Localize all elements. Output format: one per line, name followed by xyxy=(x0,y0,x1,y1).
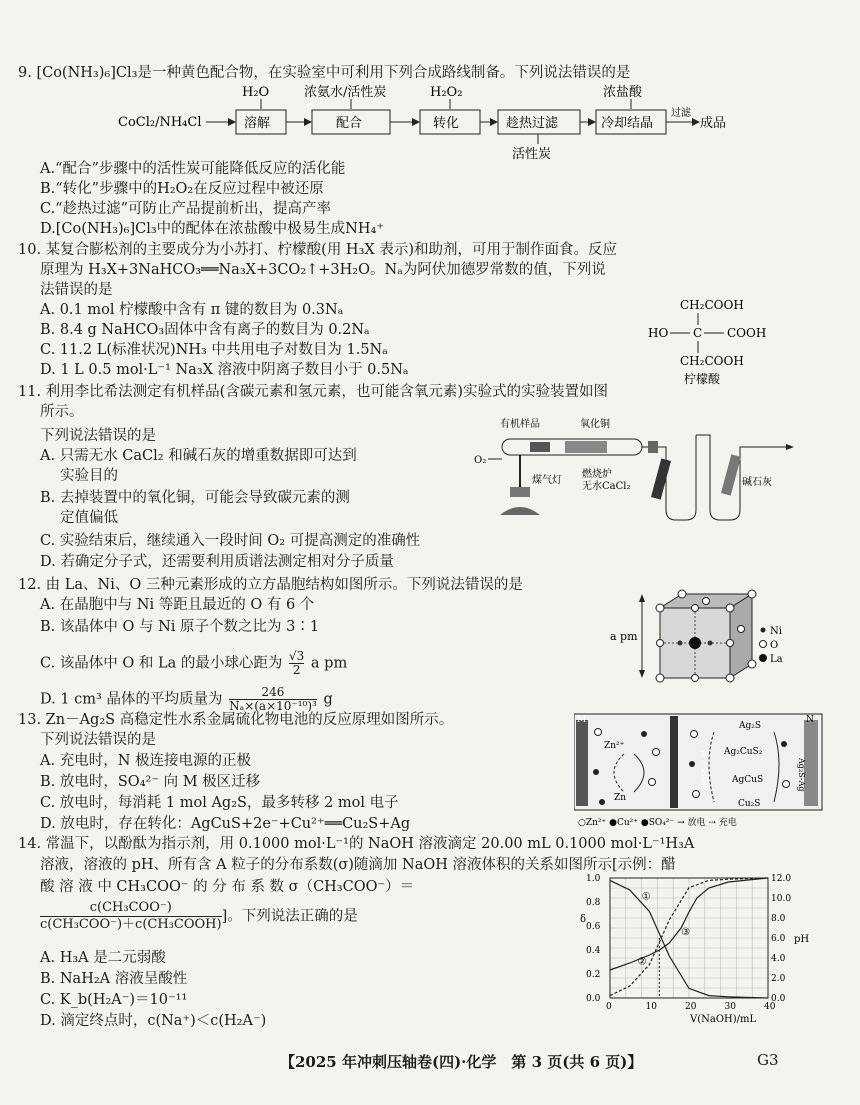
svg-text:CH₂COOH: CH₂COOH xyxy=(680,298,744,312)
y-left-tick-label: 0.4 xyxy=(586,946,601,956)
filter-label: 过滤 xyxy=(671,108,691,119)
y-left-tick-label: 0.6 xyxy=(586,922,601,932)
x-tick-label: 40 xyxy=(764,1002,776,1012)
q10-option-d: D. 1 L 0.5 mol·L⁻¹ Na₃X 溶液中阴离子数目小于 0.5Nₐ xyxy=(40,362,409,378)
y-left-tick-label: 0.2 xyxy=(586,970,601,980)
series-label-3: ③ xyxy=(681,927,691,938)
legend-ni-dot xyxy=(761,628,766,633)
q14-stem-1: 14. 常温下，以酚酞为指示剂，用 0.1000 mol·L⁻¹的 NaOH 溶液滴定 20.00 mL 0.1000 mol·L⁻¹H₃A xyxy=(18,836,695,852)
svg-text:O: O xyxy=(770,640,779,651)
svg-text:Cu₂S: Cu₂S xyxy=(738,799,761,809)
step-dissolve: 溶解 xyxy=(244,116,271,131)
reagent-ammonia: 浓氨水/活性炭 xyxy=(304,85,387,100)
y-right-tick-label: 2.0 xyxy=(771,974,786,984)
reagent-hcl: 浓盐酸 xyxy=(603,85,643,100)
paper-code: G3 xyxy=(757,1051,779,1069)
q11-option-b-2: 定值偏低 xyxy=(60,510,118,526)
q9-option-c: C.“趁热过滤”可防止产品提前析出，提高产率 xyxy=(40,201,332,217)
y-right-tick-label: 12.0 xyxy=(771,874,792,884)
titration-chart xyxy=(578,870,814,1030)
q12-option-c: C. 该晶体中 O 和 La 的最小球心距为 $\frac{√3}{2}$ a pm xyxy=(40,649,348,677)
q14-option-b: B. NaH₂A 溶液呈酸性 xyxy=(40,971,188,987)
step-complex: 配合 xyxy=(336,116,363,131)
q14-option-a: A. H₃A 是二元弱酸 xyxy=(40,950,166,966)
crystal-cell xyxy=(610,588,810,688)
q9-option-b: B.“转化”步骤中的H₂O₂在反应过程中被还原 xyxy=(40,181,324,197)
q11-option-d: D. 若确定分子式，还需要利用质谱法测定相对分子质量 xyxy=(40,554,394,570)
svg-text:柠檬酸: 柠檬酸 xyxy=(684,372,721,386)
reagent-h2o2: H₂O₂ xyxy=(430,85,463,100)
q10-option-b: B. 8.4 g NaHCO₃固体中含有离子的数目为 0.2Nₐ xyxy=(40,322,370,338)
step-hot-filter: 趁热过滤 xyxy=(506,116,559,131)
q10-option-a: A. 0.1 mol 柠檬酸中含有 π 键的数目为 0.3Nₐ xyxy=(40,302,344,318)
x-tick-label: 30 xyxy=(724,1002,736,1012)
q13-stem-1: 13. Zn－Ag₂S 高稳定性水系金属硫化物电池的反应原理如图所示。 xyxy=(18,712,454,728)
y-right-tick-label: 10.0 xyxy=(771,894,792,904)
q9-flow-diagram xyxy=(118,82,738,162)
series-label-1: ① xyxy=(641,891,651,903)
q10-stem-1: 10. 某复合膨松剂的主要成分为小苏打、柠檬酸(用 H₃X 表示)和助剂，可用于制作面食。反应 xyxy=(18,242,617,258)
x-tick-label: 20 xyxy=(685,1002,697,1012)
svg-text:燃烧炉: 燃烧炉 xyxy=(582,469,612,480)
q10-option-c: C. 11.2 L(标准状况)NH₃ 中共用电子对数目为 1.5Nₐ xyxy=(40,342,388,358)
q11-option-a-2: 实验目的 xyxy=(60,468,118,484)
svg-text:a pm: a pm xyxy=(610,630,638,643)
flow-start: CoCl₂/NH₄Cl xyxy=(118,115,202,130)
q11-stem-2: 所示。 xyxy=(40,404,84,420)
reagent-h2o-1: H₂O xyxy=(242,85,270,100)
svg-text:离子交换膜: 离子交换膜 xyxy=(700,750,709,790)
legend-o-dot xyxy=(760,641,767,648)
q13-option-d: D. 放电时，存在转化：AgCuS+2e⁻+Cu²⁺══Cu₂S+Ag xyxy=(40,816,411,832)
svg-text:Ag₂S: Ag₂S xyxy=(739,721,762,731)
q12-stem: 12. 由 La、Ni、O 三种元素形成的立方晶胞结构如图所示。下列说法错误的是 xyxy=(18,577,523,593)
svg-text:氧化铜: 氧化铜 xyxy=(580,419,610,430)
svg-text:Ni: Ni xyxy=(770,626,782,637)
svg-text:煤气灯: 煤气灯 xyxy=(532,475,562,486)
q12-option-d: D. 1 cm³ 晶体的平均质量为 $\frac{246}{\text{Nₐ×(a×10⁻¹⁰)³}}$ g xyxy=(40,685,333,713)
y-right-tick-label: 4.0 xyxy=(771,954,786,964)
svg-text:Ag₂CuS₂: Ag₂CuS₂ xyxy=(724,747,763,757)
y-left-axis-label: δ xyxy=(580,914,587,925)
svg-text:HO: HO xyxy=(648,326,669,340)
q10-stem-3: 法错误的是 xyxy=(40,282,113,298)
q9-option-a: A.“配合”步骤中的活性炭可能降低反应的活化能 xyxy=(40,161,346,177)
step-transform: 转化 xyxy=(433,116,460,131)
q11-option-a-1: A. 只需无水 CaCl₂ 和碱石灰的增重数据即可达到 xyxy=(40,448,357,464)
q9-stem: 9. [Co(NH₃)₆]Cl₃是一种黄色配合物，在实验室中可利用下列合成路线制备。下列说法错误的是 xyxy=(18,65,631,81)
q12-option-a: A. 在晶胞中与 Ni 等距且最近的 O 有 6 个 xyxy=(40,597,315,613)
y-left-tick-label: 0.0 xyxy=(586,994,601,1004)
svg-text:C: C xyxy=(693,326,703,340)
q11-stem-1: 11. 利用李比希法测定有机样品(含碳元素和氢元素，也可能含氧元素)实验式的实验装置如图 xyxy=(18,384,608,400)
q14-stem-3: 酸 溶 液 中 CH₃COO⁻ 的 分 布 系 数 σ（CH₃COO⁻）＝ xyxy=(40,879,415,895)
svg-text:碱石灰: 碱石灰 xyxy=(742,477,772,488)
step-cool-crystal: 冷却结晶 xyxy=(601,116,654,131)
q14-option-d: D. 滴定终点时，c(Na⁺)＜c(H₂A⁻) xyxy=(40,1013,267,1029)
y-right-tick-label: 8.0 xyxy=(771,914,786,924)
q11-option-b-1: B. 去掉装置中的氧化铜，可能会导致碳元素的测 xyxy=(40,490,350,506)
q14-fraction: c(CH₃COO⁻) c(CH₃COO⁻)＋c(CH₃COOH) ]。下列说法正确的是 xyxy=(40,900,358,932)
svg-text:Ag₂S-Ag: Ag₂S-Ag xyxy=(797,758,806,792)
y-left-tick-label: 1.0 xyxy=(586,874,601,884)
y-right-tick-label: 0.0 xyxy=(771,994,786,1004)
q11-option-c: C. 实验结束后，继续通入一段时间 O₂ 可提高测定的准确性 xyxy=(40,533,421,549)
q12-option-b: B. 该晶体中 O 与 Ni 原子个数之比为 3∶1 xyxy=(40,619,320,635)
battery-diagram xyxy=(574,712,836,830)
q10-stem-2: 原理为 H₃X+3NaHCO₃══Na₃X+3CO₂↑+3H₂O。Nₐ为阿伏加德罗常数的值，下列说 xyxy=(40,262,606,278)
q13-option-a: A. 充电时，N 极连接电源的正极 xyxy=(40,753,251,769)
page-footer: 【2025 年冲刺压轴卷(四)·化学 第 3 页(共 6 页)】 xyxy=(280,1053,643,1071)
battery-legend: ○Zn²⁺ ●Cu²⁺ ●SO₄²⁻ → 放电 ⇢ 充电 xyxy=(578,818,737,828)
y-left-tick-label: 0.8 xyxy=(586,898,601,908)
citric-acid-structure xyxy=(640,295,800,387)
series-label-2: ② xyxy=(637,956,647,968)
q13-stem-2: 下列说法错误的是 xyxy=(40,732,156,748)
x-axis-label: V(NaOH)/mL xyxy=(690,1014,757,1025)
svg-text:AgCuS: AgCuS xyxy=(732,775,764,785)
byproduct-charcoal: 活性炭 xyxy=(512,147,552,162)
svg-text:Zn²⁺: Zn²⁺ xyxy=(604,741,625,751)
x-tick-label: 10 xyxy=(645,1002,657,1012)
legend-la-dot xyxy=(759,654,767,662)
svg-text:Zn: Zn xyxy=(614,793,627,803)
y-right-axis-label: pH xyxy=(794,934,810,945)
q13-option-b: B. 放电时，SO₄²⁻ 向 M 极区迁移 xyxy=(40,774,261,790)
q14-option-c: C. K_b(H₂A⁻)＝10⁻¹¹ xyxy=(40,992,188,1008)
q11-stem-3: 下列说法错误的是 xyxy=(40,428,156,444)
x-tick-label: 0 xyxy=(606,1002,612,1012)
svg-text:无水CaCl₂: 无水CaCl₂ xyxy=(582,481,631,492)
svg-text:CH₂COOH: CH₂COOH xyxy=(680,354,744,368)
svg-text:N: N xyxy=(806,715,814,725)
svg-text:La: La xyxy=(770,654,783,665)
product-label: 成品 xyxy=(700,116,727,131)
liebig-apparatus xyxy=(470,415,800,527)
svg-text:COOH: COOH xyxy=(727,326,767,340)
q14-stem-2: 溶液，溶液的 pH、所有含 A 粒子的分布系数(σ)随滴加 NaOH 溶液体积的关系如图所示[示例：醋 xyxy=(40,857,676,873)
q13-option-c: C. 放电时，每消耗 1 mol Ag₂S，最多转移 2 mol 电子 xyxy=(40,795,399,811)
svg-text:M: M xyxy=(577,715,587,725)
svg-text:O₂: O₂ xyxy=(474,455,487,466)
y-right-tick-label: 6.0 xyxy=(771,934,786,944)
svg-text:有机样品: 有机样品 xyxy=(500,419,540,430)
q9-option-d: D.[Co(NH₃)₆]Cl₃中的配体在浓盐酸中极易生成NH₄⁺ xyxy=(40,221,384,237)
